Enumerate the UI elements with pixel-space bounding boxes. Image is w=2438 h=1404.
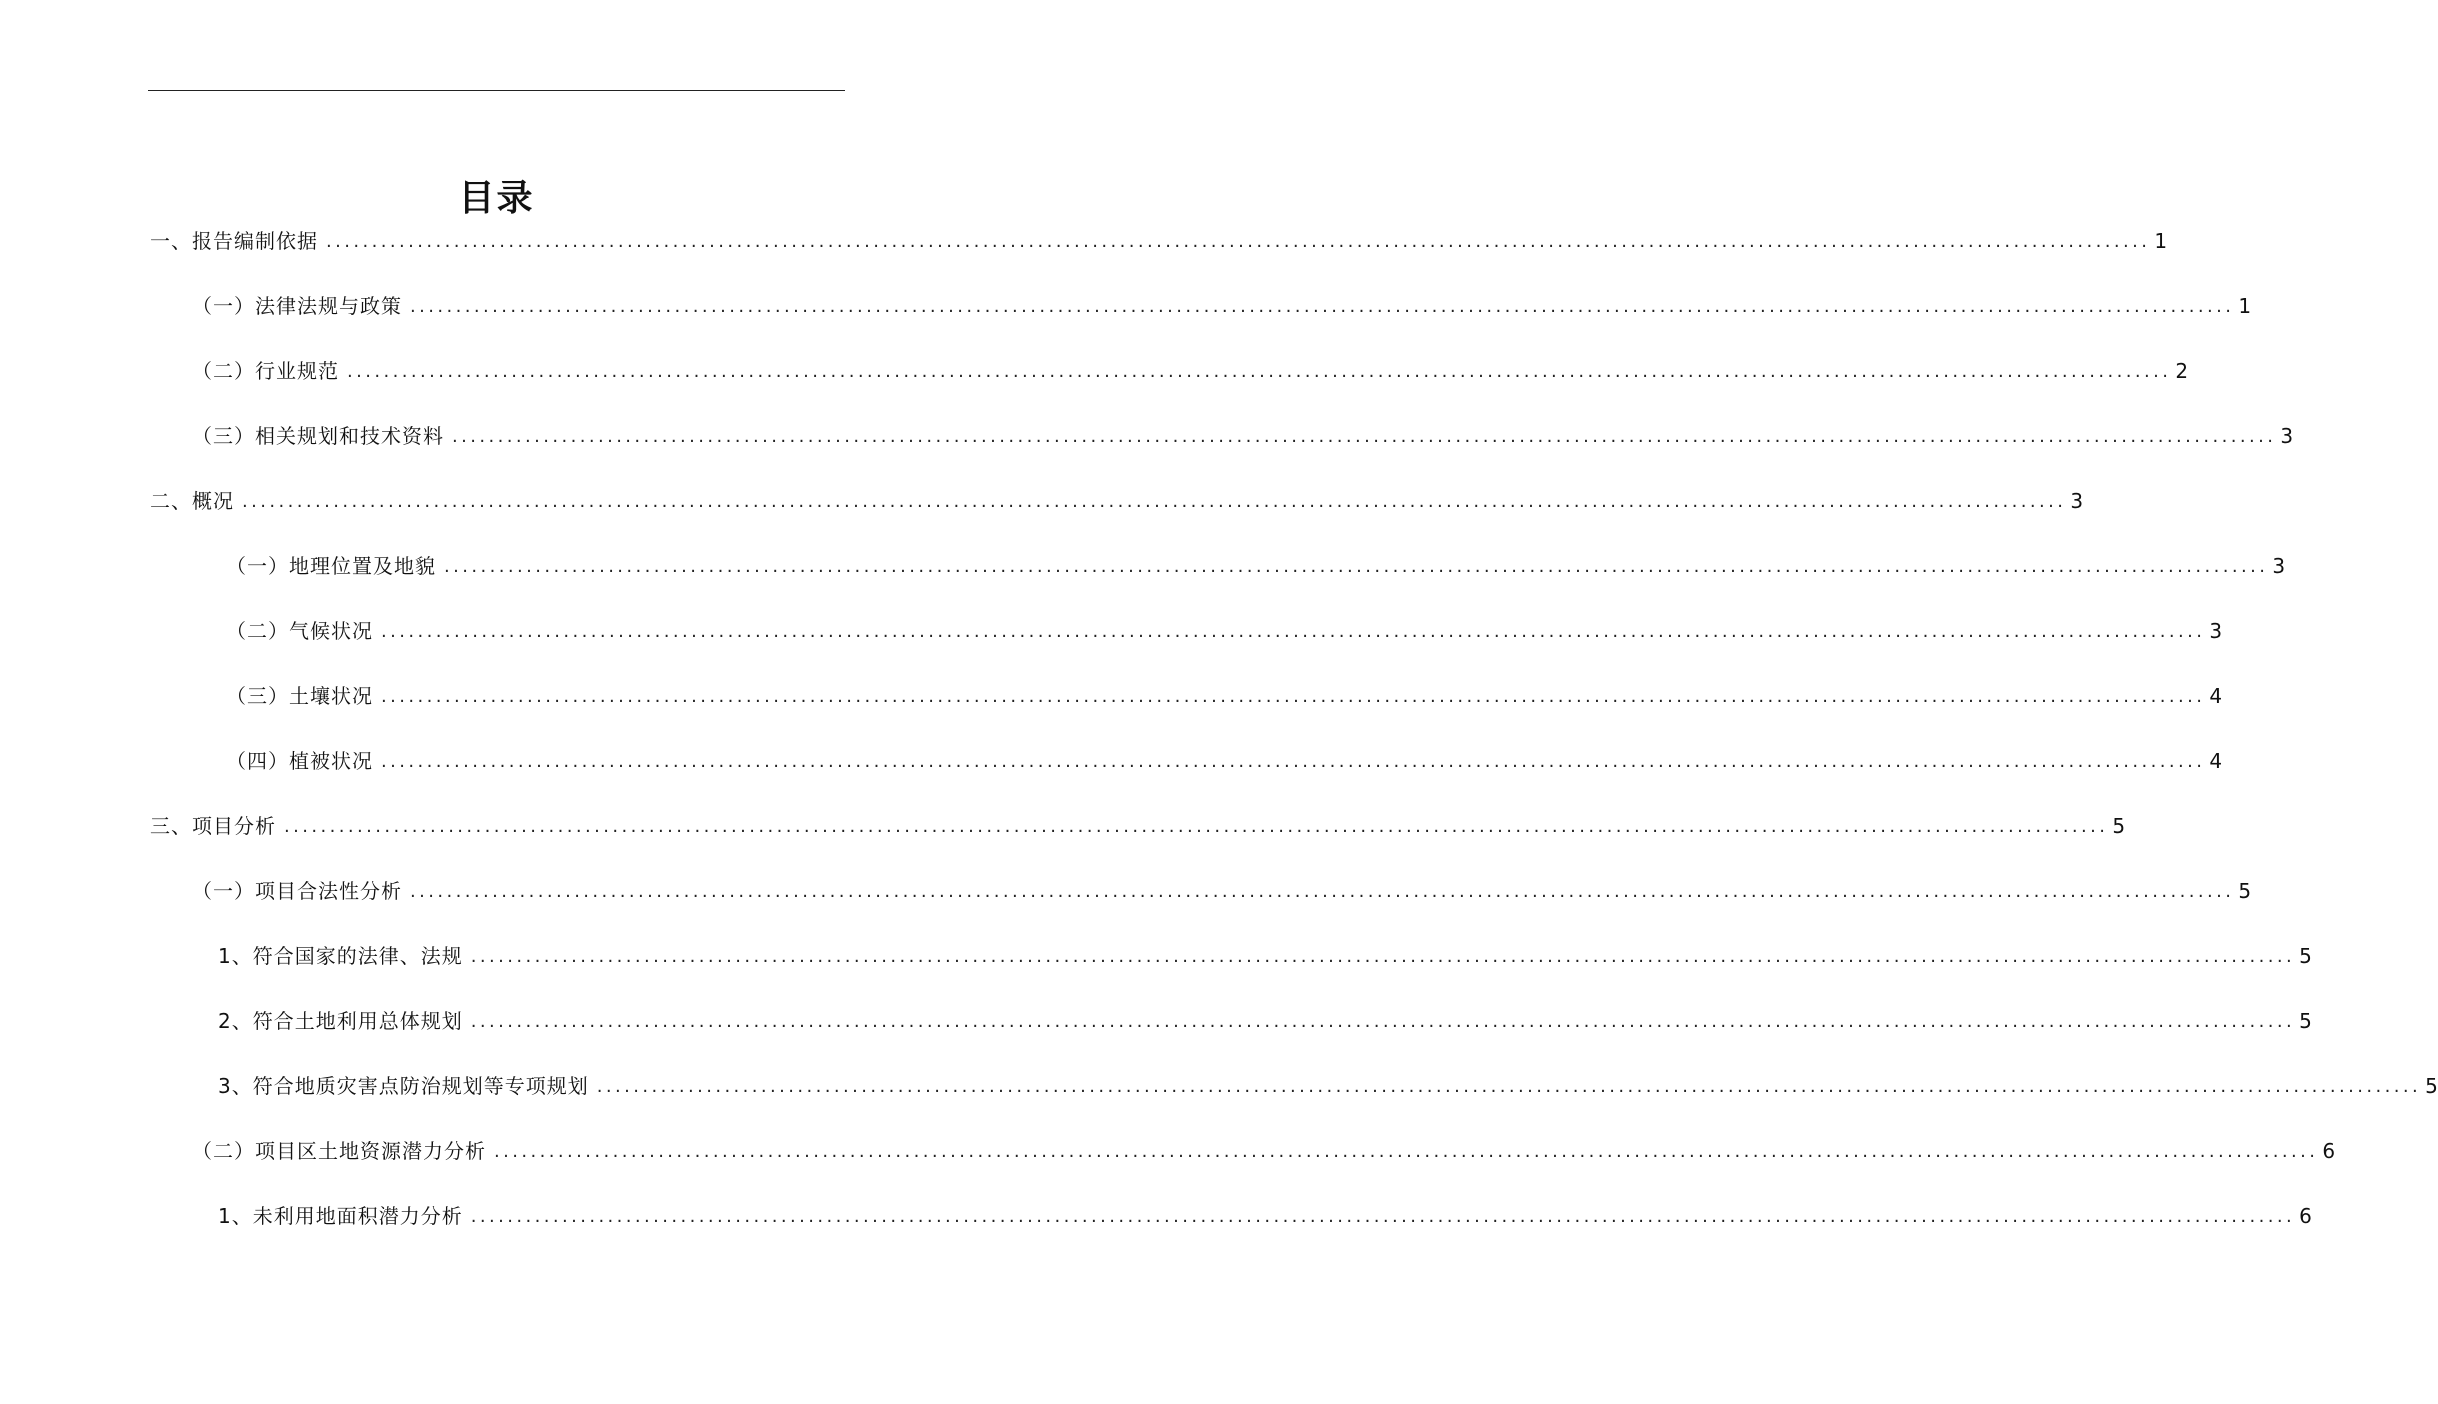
toc-dot-leader: ........................................................................................................................................................................................................ [326, 231, 2151, 252]
toc-dot-leader: ........................................................................................................................................................................................................ [410, 296, 2235, 317]
toc-dot-leader: ........................................................................................................................................................................................................ [381, 751, 2206, 772]
toc-entry-text: （三）相关规划和技术资料 [192, 424, 444, 448]
toc-entry-text: （二）项目区土地资源潜力分析 [192, 1139, 486, 1163]
toc-entry-text: 2、符合土地利用总体规划 [218, 1009, 463, 1033]
toc-entry-text: （二）气候状况 [226, 619, 373, 643]
toc-page-number: 6 [2299, 1204, 2312, 1228]
toc-entry-text: 1、符合国家的法律、法规 [218, 944, 463, 968]
toc-entry[interactable] [192, 876, 2252, 906]
toc-entry-text: （一）地理位置及地貌 [226, 554, 436, 578]
header-rule [148, 90, 845, 91]
toc-page-number: 5 [2112, 814, 2126, 838]
toc-dot-leader: ........................................................................................................................................................................................................ [596, 1076, 2422, 1097]
toc-entry[interactable] [226, 551, 2286, 581]
toc-dot-leader: ........................................................................................................................................................................................................ [410, 881, 2235, 902]
toc-entry[interactable] [192, 1136, 2336, 1166]
toc-page-number: 4 [2209, 749, 2223, 773]
toc-entry-text: （一）项目合法性分析 [192, 879, 402, 903]
toc-dot-leader: ........................................................................................................................................................................................................ [347, 361, 2172, 382]
toc-page-number: 3 [2209, 619, 2223, 643]
toc-entry-text: （一）法律法规与政策 [192, 294, 402, 318]
toc-entry[interactable] [192, 421, 2294, 451]
toc-dot-leader: ........................................................................................................................................................................................................ [284, 816, 2109, 837]
toc-entry-text: （二）行业规范 [192, 359, 339, 383]
toc-page-number: 1 [2238, 294, 2252, 318]
toc-entry-text: 一、报告编制依据 [150, 229, 318, 253]
toc-dot-leader: ........................................................................................................................................................................................................ [381, 686, 2206, 707]
toc-page-number: 6 [2322, 1139, 2336, 1163]
toc-dot-leader: ........................................................................................................................................................................................................ [444, 556, 2269, 577]
toc-entry[interactable] [192, 356, 2189, 386]
toc-entry-text: （三）土壤状况 [226, 684, 373, 708]
toc-entry-text: 三、项目分析 [150, 814, 276, 838]
toc-entry[interactable] [192, 291, 2252, 321]
toc-page-number: 3 [2272, 554, 2286, 578]
toc-entry-text: 二、概况 [150, 489, 234, 513]
toc-page-number: 5 [2425, 1074, 2438, 1098]
toc-page-number: 2 [2175, 359, 2189, 383]
toc-page-number: 5 [2299, 944, 2312, 968]
toc-entry[interactable] [218, 1201, 2312, 1231]
toc-dot-leader: ........................................................................................................................................................................................................ [470, 1206, 2296, 1227]
toc-dot-leader: ........................................................................................................................................................................................................ [452, 426, 2277, 447]
toc-page-number: 3 [2280, 424, 2294, 448]
toc-page-number: 5 [2238, 879, 2252, 903]
toc-entry[interactable] [226, 616, 2223, 646]
toc-entry[interactable] [218, 941, 2312, 971]
toc-entry[interactable] [150, 811, 2126, 841]
toc-page-number: 1 [2154, 229, 2168, 253]
toc-entry[interactable] [150, 226, 2168, 256]
toc-entry[interactable] [218, 1006, 2312, 1036]
toc-entry-text: 3、符合地质灾害点防治规划等专项规划 [218, 1074, 589, 1098]
toc-page-number: 5 [2299, 1009, 2312, 1033]
toc-dot-leader: ........................................................................................................................................................................................................ [470, 946, 2296, 967]
toc-entry[interactable] [226, 746, 2223, 776]
toc-entry[interactable] [150, 486, 2084, 516]
toc-dot-leader: ........................................................................................................................................................................................................ [470, 1011, 2296, 1032]
toc-dot-leader: ........................................................................................................................................................................................................ [494, 1141, 2319, 1162]
toc-dot-leader: ........................................................................................................................................................................................................ [242, 491, 2067, 512]
toc-entry-text: 1、未利用地面积潜力分析 [218, 1204, 463, 1228]
toc-page-number: 4 [2209, 684, 2223, 708]
toc-entry[interactable] [226, 681, 2223, 711]
toc-page-number: 3 [2070, 489, 2084, 513]
page-title: 目录 [458, 177, 535, 220]
toc-dot-leader: ........................................................................................................................................................................................................ [381, 621, 2206, 642]
toc-entry[interactable] [218, 1071, 2438, 1101]
toc-entry-text: （四）植被状况 [226, 749, 373, 773]
